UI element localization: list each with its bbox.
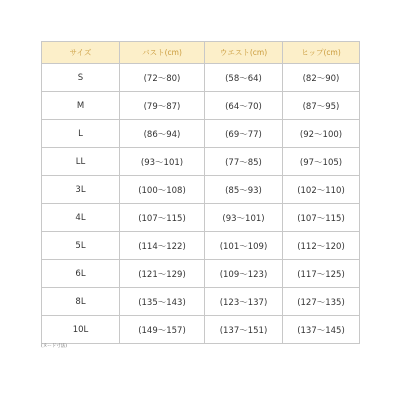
hip-cell: (127～135): [283, 288, 360, 316]
table-row: [42, 204, 360, 232]
hip-cell: (82～90): [283, 64, 360, 92]
size-cell: LL: [42, 148, 120, 176]
table-row: [42, 148, 360, 176]
waist-cell: (85～93): [205, 176, 283, 204]
hip-cell: (102～110): [283, 176, 360, 204]
bust-cell: (135～143): [120, 288, 205, 316]
bust-cell: (79～87): [120, 92, 205, 120]
table-row: [42, 120, 360, 148]
waist-cell: (101～109): [205, 232, 283, 260]
table-row: [42, 288, 360, 316]
hip-cell: (112～120): [283, 232, 360, 260]
bust-cell: (114～122): [120, 232, 205, 260]
hip-cell: (137～145): [283, 316, 360, 344]
bust-cell: (86～94): [120, 120, 205, 148]
header-bust: バスト(cm): [120, 42, 205, 64]
table-row: [42, 260, 360, 288]
size-cell: M: [42, 92, 120, 120]
hip-cell: (92～100): [283, 120, 360, 148]
hip-cell: (107～115): [283, 204, 360, 232]
bust-cell: (107～115): [120, 204, 205, 232]
table-row: [42, 316, 360, 344]
size-cell: 6L: [42, 260, 120, 288]
size-cell: 5L: [42, 232, 120, 260]
size-cell: 3L: [42, 176, 120, 204]
size-cell: L: [42, 120, 120, 148]
waist-cell: (69～77): [205, 120, 283, 148]
bust-cell: (149～157): [120, 316, 205, 344]
header-hip: ヒップ(cm): [283, 42, 360, 64]
size-cell: 10L: [42, 316, 120, 344]
bust-cell: (72～80): [120, 64, 205, 92]
hip-cell: (117～125): [283, 260, 360, 288]
waist-cell: (137～151): [205, 316, 283, 344]
size-cell: S: [42, 64, 120, 92]
size-cell: 4L: [42, 204, 120, 232]
waist-cell: (58～64): [205, 64, 283, 92]
bust-cell: (100～108): [120, 176, 205, 204]
waist-cell: (93～101): [205, 204, 283, 232]
measurement-note: (ヌード寸法): [41, 344, 68, 349]
table-row: [42, 176, 360, 204]
table-header-row: [42, 42, 360, 64]
header-waist: ウエスト(cm): [205, 42, 283, 64]
table-row: [42, 232, 360, 260]
waist-cell: (123～137): [205, 288, 283, 316]
hip-cell: (87～95): [283, 92, 360, 120]
table-row: [42, 92, 360, 120]
waist-cell: (77～85): [205, 148, 283, 176]
size-cell: 8L: [42, 288, 120, 316]
hip-cell: (97～105): [283, 148, 360, 176]
size-chart-table: [41, 41, 360, 344]
waist-cell: (109～123): [205, 260, 283, 288]
waist-cell: (64～70): [205, 92, 283, 120]
bust-cell: (121～129): [120, 260, 205, 288]
header-size: サイズ: [42, 42, 120, 64]
bust-cell: (93～101): [120, 148, 205, 176]
table-row: [42, 64, 360, 92]
